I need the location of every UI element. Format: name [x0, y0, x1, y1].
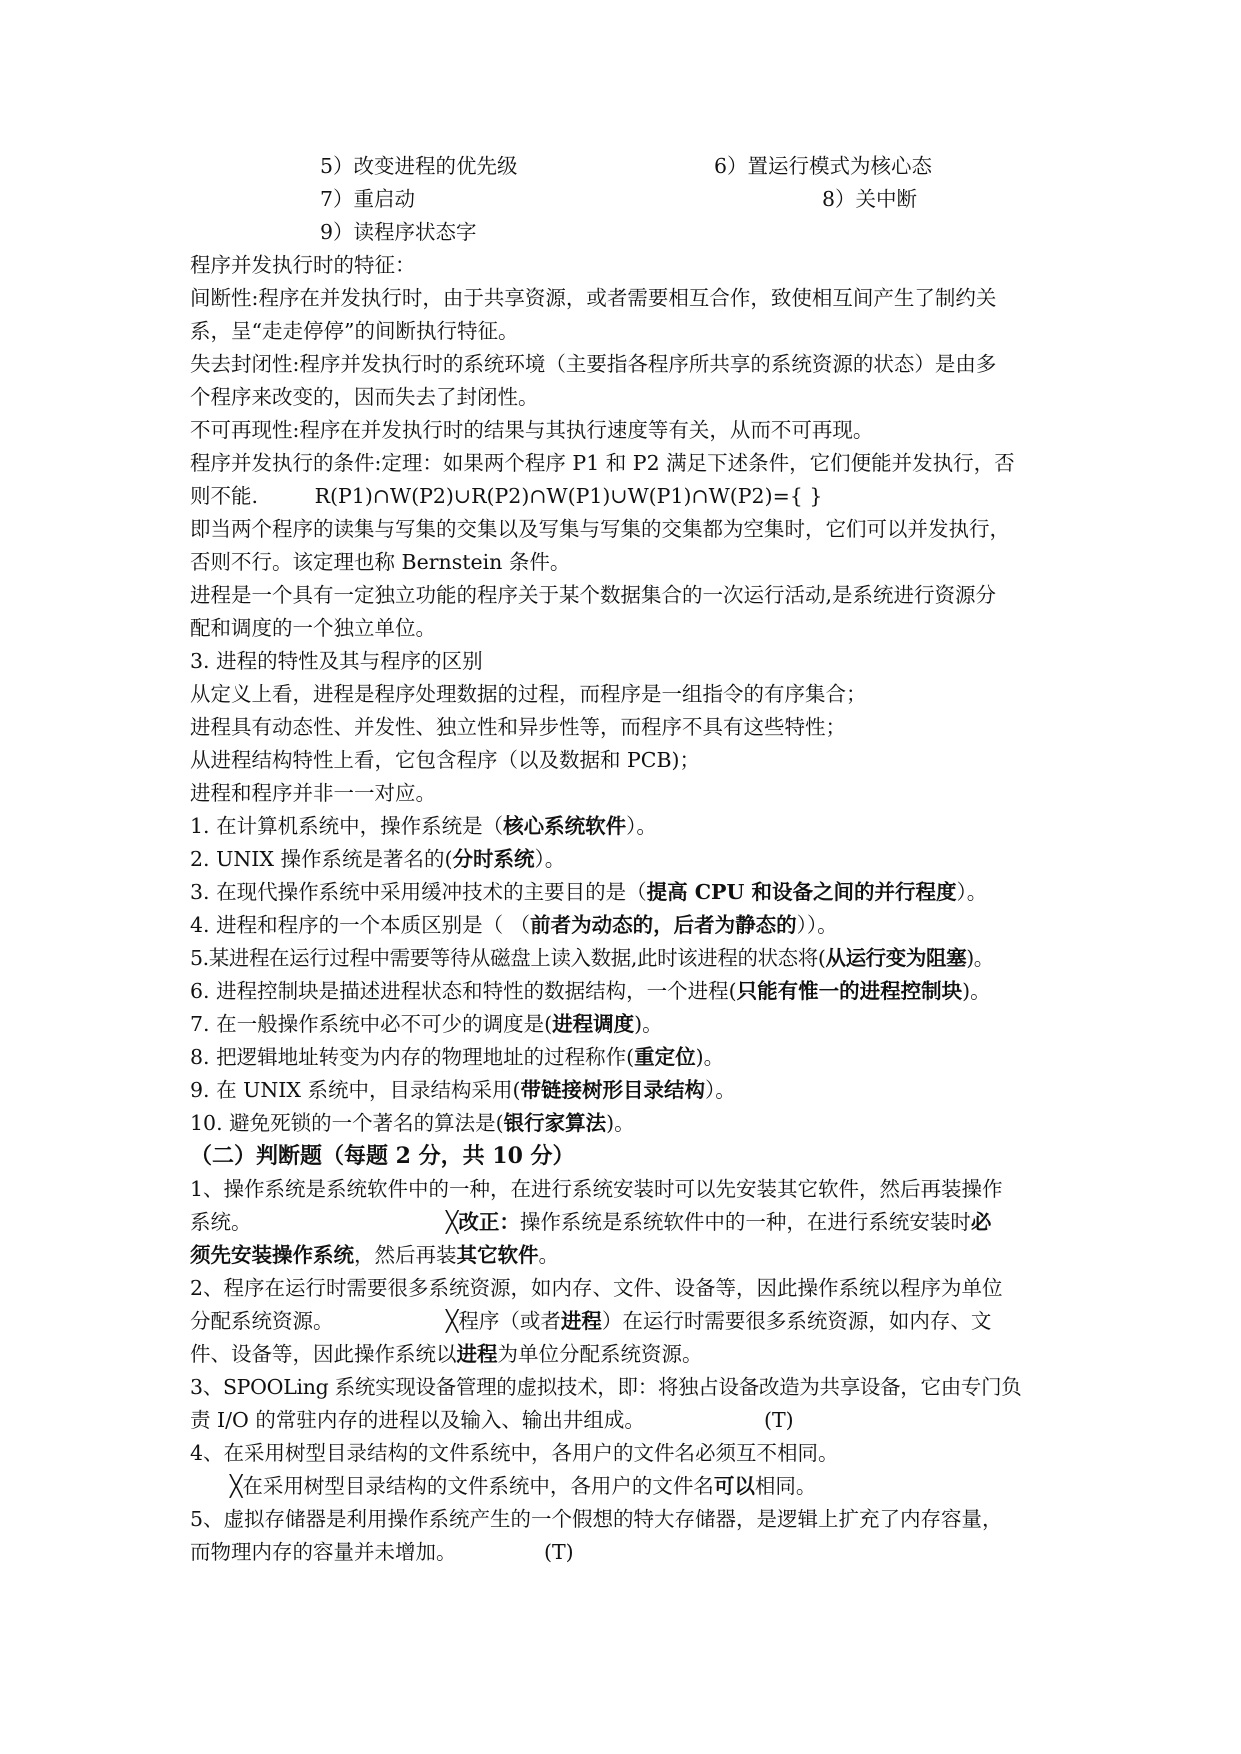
process-definition-1: 进程是一个具有一定独立功能的程序关于某个数据集合的一次运行活动,是系统进行资源分 — [190, 583, 997, 607]
question-text: 4. 进程和程序的一个本质区别是（ （ — [190, 913, 531, 937]
option-row-9 — [320, 216, 1141, 249]
section3-point-4: 进程和程序并非一一对应。 — [190, 781, 436, 805]
bernstein-formula: R(P1)∩W(P2)∪R(P2)∩W(P1)∪W(P1)∩W(P2)={ } — [314, 484, 823, 508]
intermittent-line-1: 间断性:程序在并发执行时，由于共享资源，或者需要相互合作，致使相互间产生了制约关 — [190, 286, 997, 310]
closure-line-2: 个程序来改变的，因而失去了封闭性。 — [190, 385, 539, 409]
question-text: 1. 在计算机系统中，操作系统是（ — [190, 814, 504, 838]
fill-question-10 — [190, 1107, 1141, 1140]
judge-q3-answer: (T) — [764, 1408, 794, 1432]
fill-question-6 — [190, 975, 1141, 1008]
fill-question-3 — [190, 876, 1141, 909]
judge-q2-line-3 — [190, 1338, 1141, 1371]
answer-text: 核心系统软件 — [503, 814, 627, 838]
correction-text: 为单位分配系统资源。 — [497, 1342, 703, 1366]
judge-q5-text: 而物理内存的容量并未增加。 — [190, 1540, 457, 1564]
judge-q3-line-2 — [190, 1404, 1141, 1437]
option-row-5-6 — [320, 150, 1141, 183]
explain-line-1: 即当两个程序的读集与写集的交集以及写集与写集的交集都为空集时，它们可以并发执行， — [190, 517, 1010, 541]
explain-line-2: 否则不行。该定理也称 Bernstein 条件。 — [190, 550, 571, 574]
question-text: 3. 在现代操作系统中采用缓冲技术的主要目的是（ — [190, 880, 647, 904]
answer-text: 提高 CPU 和设备之间的并行程度 — [646, 880, 957, 904]
condition-text: 则不能. — [190, 484, 259, 508]
answer-text: 重定位 — [634, 1045, 696, 1069]
judge-q1-line-3 — [190, 1239, 1141, 1272]
cross-mark-icon: ╳ — [230, 1474, 243, 1498]
answer-text: 带链接树形目录结构 — [520, 1078, 706, 1102]
question-text: 8. 把逻辑地址转变为内存的物理地址的过程称作( — [190, 1045, 635, 1069]
judge-q3-text: 责 I/O 的常驻内存的进程以及输入、输出井组成。 — [190, 1408, 645, 1432]
answer-text: 进程调度 — [552, 1012, 635, 1036]
cross-mark-icon: ╳ — [446, 1210, 459, 1234]
section3-point-2: 进程具有动态性、并发性、独立性和异步性等，而程序不具有这些特性； — [190, 715, 846, 739]
judge-q3-line-1: 3、SPOOLing 系统实现设备管理的虚拟技术，即：将独占设备改造为共享设备，它由专门负 — [190, 1375, 1022, 1399]
option-row-7-8 — [320, 183, 1141, 216]
question-end: ）。 — [956, 880, 988, 904]
correction-text: 程序（或者 — [458, 1309, 561, 1333]
question-end: )。 — [606, 1111, 635, 1135]
judge-q4-line-1: 4、在采用树型目录结构的文件系统中，各用户的文件名必须互不相同。 — [190, 1441, 839, 1465]
judge-q1-line-2 — [190, 1206, 1141, 1239]
process-definition-2: 配和调度的一个独立单位。 — [190, 616, 436, 640]
cross-mark-icon: ╳ — [446, 1309, 459, 1333]
condition-line-2 — [190, 480, 1141, 513]
concurrency-title: 程序并发执行时的特征： — [190, 253, 416, 277]
question-text: 10. 避免死锁的一个著名的算法是( — [190, 1111, 504, 1135]
correction-text: 。 — [538, 1243, 559, 1267]
section3-point-1: 从定义上看，进程是程序处理数据的过程，而程序是一组指令的有序集合； — [190, 682, 867, 706]
question-text: 5.某进程在运行过程中需要等待从磁盘上读入数据,此时该进程的状态将( — [190, 946, 826, 970]
correction-emphasis: 其它软件 — [456, 1243, 539, 1267]
answer-text: 从运行变为阻塞 — [825, 946, 967, 970]
intermittent-line-2: 系，呈“走走停停”的间断执行特征。 — [190, 319, 519, 343]
option-5: 5）改变进程的优先级 — [320, 154, 518, 178]
answer-text: 分时系统 — [452, 847, 535, 871]
fill-question-9 — [190, 1074, 1141, 1107]
option-8: 8）关中断 — [822, 187, 918, 211]
question-text: 6. 进程控制块是描述进程状态和特性的数据结构，一个进程( — [190, 979, 737, 1003]
fill-question-5 — [190, 942, 1141, 975]
question-end: ）。 — [626, 814, 657, 838]
judge-q1-correction — [446, 1206, 991, 1239]
question-end: )。 — [695, 1045, 725, 1069]
question-text: 2. UNIX 操作系统是著名的( — [190, 847, 453, 871]
correction-text: 相同。 — [754, 1474, 817, 1498]
question-end: )。 — [966, 946, 994, 970]
judge-heading: （二）判断题（每题 2 分，共 10 分） — [190, 1143, 575, 1169]
judge-q2-correction — [446, 1305, 991, 1338]
fill-question-8 — [190, 1041, 1141, 1074]
option-7: 7）重启动 — [320, 187, 416, 211]
section3-point-3: 从进程结构特性上看，它包含程序（以及数据和 PCB)； — [190, 748, 701, 772]
condition-line-1: 程序并发执行的条件:定理：如果两个程序 P1 和 P2 满足下述条件，它们便能并发执行，否 — [190, 451, 1015, 475]
correction-text: 件、设备等，因此操作系统以 — [190, 1342, 457, 1366]
answer-text: 银行家算法 — [503, 1111, 607, 1135]
question-end: ））。 — [796, 913, 838, 937]
judge-q2-line-1: 2、程序在运行时需要很多系统资源，如内存、文件、设备等，因此操作系统以程序为单位 — [190, 1276, 1003, 1300]
fill-question-1 — [190, 810, 1141, 843]
correction-text: 操作系统是系统软件中的一种，在进行系统安装时 — [519, 1210, 971, 1234]
correction-label: 改正： — [458, 1210, 520, 1234]
correction-emphasis: 必 — [970, 1210, 992, 1234]
option-6: 6）置运行模式为核心态 — [714, 154, 933, 178]
judge-q1-line-1: 1、操作系统是系统软件中的一种，在进行系统安装时可以先安装其它软件，然后再装操作 — [190, 1177, 1003, 1201]
judge-q5-answer: (T) — [544, 1540, 574, 1564]
judge-q5-line-2 — [190, 1536, 1141, 1569]
correction-text: ，然后再装 — [354, 1243, 457, 1267]
correction-emphasis: 可以 — [713, 1474, 755, 1498]
judge-q5-line-1: 5、虚拟存储器是利用操作系统产生的一个假想的特大存储器，是逻辑上扩充了内存容量， — [190, 1507, 1003, 1531]
question-text: 7. 在一般操作系统中必不可少的调度是( — [190, 1012, 553, 1036]
judge-q2-text: 分配系统资源。 — [190, 1309, 334, 1333]
fill-question-7 — [190, 1008, 1141, 1041]
option-9: 9）读程序状态字 — [320, 220, 477, 244]
correction-emphasis: 须先安装操作系统 — [190, 1243, 354, 1267]
judge-q4-correction — [230, 1470, 1141, 1503]
correction-text: ）在运行时需要很多系统资源，如内存、文 — [601, 1309, 992, 1333]
judge-q2-line-2 — [190, 1305, 1141, 1338]
question-end: )。 — [962, 979, 991, 1003]
fill-question-2 — [190, 843, 1141, 876]
correction-emphasis: 进程 — [560, 1309, 602, 1333]
question-end: )。 — [634, 1012, 663, 1036]
correction-emphasis: 进程 — [456, 1342, 498, 1366]
correction-text: 在采用树型目录结构的文件系统中，各用户的文件名 — [242, 1474, 714, 1498]
question-end: ）。 — [534, 847, 566, 871]
reproduce-line: 不可再现性:程序在并发执行时的结果与其执行速度等有关，从而不可再现。 — [190, 418, 874, 442]
question-end: ）。 — [705, 1078, 736, 1102]
judge-q1-text: 系统。 — [190, 1210, 252, 1234]
closure-line-1: 失去封闭性:程序并发执行时的系统环境（主要指各程序所共享的系统资源的状态）是由多 — [190, 352, 997, 376]
answer-text: 只能有惟一的进程控制块 — [736, 979, 963, 1003]
section3-title: 3. 进程的特性及其与程序的区别 — [190, 649, 483, 673]
answer-text: 前者为动态的，后者为静态的 — [530, 913, 797, 937]
question-text: 9. 在 UNIX 系统中，目录结构采用( — [190, 1078, 521, 1102]
fill-question-4 — [190, 909, 1141, 942]
